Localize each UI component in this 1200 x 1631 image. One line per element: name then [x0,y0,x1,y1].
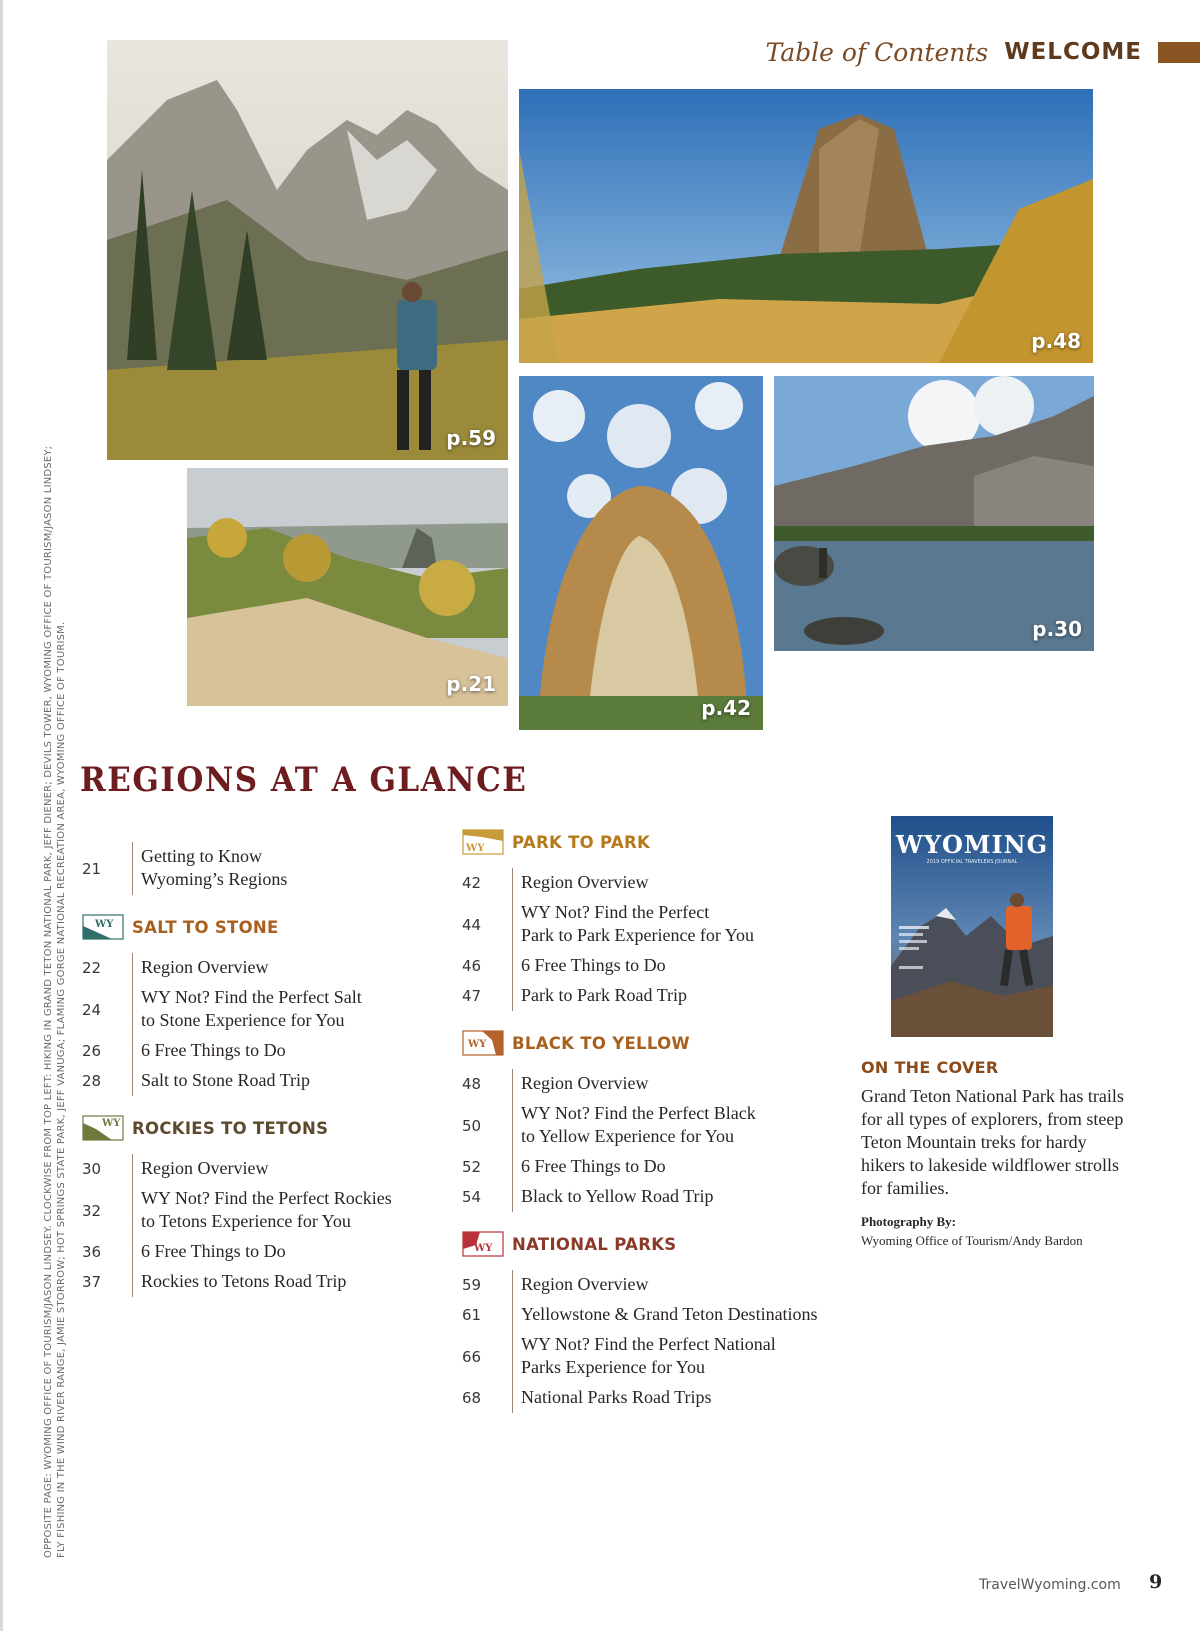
entry-title: Region Overview [512,868,648,898]
toc-entry[interactable] [462,868,852,898]
page-number: 66 [462,1347,482,1366]
toc-entry[interactable] [462,981,852,1011]
badge-text: WY [474,1243,493,1254]
toc-entry[interactable] [462,1383,852,1413]
page-number: 44 [462,915,482,934]
page-number: 22 [82,959,102,977]
toc-entry[interactable] [82,1184,442,1237]
entry-title: Getting to Know Wyoming’s Regions [132,842,287,895]
entry-title: Yellowstone & Grand Teton Destinations [512,1300,818,1330]
photo-credit-vertical [42,358,68,1558]
photo-page-label: p.30 [1032,617,1082,641]
page-number: 48 [462,1075,482,1093]
entry-title: 6 Free Things to Do [512,1152,666,1182]
badge-text: WY [102,1118,121,1129]
page-number: 47 [462,987,482,1005]
on-the-cover-text: Grand Teton National Park has trails for all types of explorers, from steep Teton Mountain treks for hardy hikers to lakeside wildflower strolls for families. [861,1086,1124,1198]
devils-tower-photo [519,89,1093,363]
entry-title: Park to Park Road Trip [512,981,687,1011]
page-number: 36 [82,1243,102,1261]
toc-entry[interactable] [462,951,852,981]
toc-entry[interactable] [82,842,442,895]
regions-title: REGIONS AT A GLANCE [80,760,528,800]
toc-entry[interactable] [462,1330,852,1383]
badge-text: WY [466,843,485,854]
page-number: 28 [82,1072,102,1090]
entry-title: Salt to Stone Road Trip [132,1066,310,1096]
entry-title: Rockies to Tetons Road Trip [132,1267,346,1297]
magazine-cover-image[interactable] [891,816,1053,1037]
wy-state-badge-icon [82,914,124,940]
grand-teton-hiker-photo [107,40,508,460]
page-number: 59 [462,1276,482,1294]
section-label: SALT TO STONE [132,917,279,937]
toc-entry[interactable] [462,1069,852,1099]
page-number: 50 [462,1116,482,1135]
toc-column-left [82,842,442,1297]
section-header-national-parks[interactable] [462,1224,852,1264]
photography-by-label: Photography By: [861,1214,956,1229]
entry-title: WY Not? Find the Perfect Park to Park Experience for You [512,898,754,951]
wy-state-badge-icon [462,1231,504,1257]
page-number: 42 [462,874,482,892]
wy-state-badge-icon [82,1115,124,1141]
section-tab [1158,42,1200,63]
page-number: 68 [462,1389,482,1407]
page-number: 46 [462,957,482,975]
section-header-salt-to-stone[interactable] [82,907,442,947]
magazine-subtitle: 2019 OFFICIAL TRAVELERS JOURNAL [926,859,1018,865]
page-number: 30 [82,1160,102,1178]
toc-entry[interactable] [82,983,442,1036]
entry-title: WY Not? Find the Perfect Salt to Stone Experience for You [132,983,362,1036]
entry-title: WY Not? Find the Perfect National Parks Experience for You [512,1330,776,1383]
hot-springs-terrace-photo [519,376,763,730]
entry-title: Black to Yellow Road Trip [512,1182,714,1212]
toc-column-middle [462,822,852,1413]
credit-line: OPPOSITE PAGE: WYOMING OFFICE OF TOURISM/JASON LINDSEY. CLOCKWISE FROM TOP LEFT: HIKING IN GRAND TETON NATIONAL PARK, JEFF DIENER; DEVILS TOWER, WYOMING OFFICE OF TOURISM/JASON LINDSEY; [43,445,54,1558]
toc-entry[interactable] [82,1154,442,1184]
page-number-footer: 9 [1149,1571,1163,1593]
section-label: PARK TO PARK [512,832,651,852]
photo-page-label: p.59 [446,426,496,450]
page-number: 24 [82,1000,102,1019]
credit-line: FLY FISHING IN THE WIND RIVER RANGE, JAMIE STORROW; HOT SPRINGS STATE PARK, JEFF VANUGA; FLAMING GORGE NATIONAL RECREATION AREA, WYOMING OFFICE OF TOURISM. [56,621,67,1558]
page-header [765,34,1200,70]
toc-entry[interactable] [82,1036,442,1066]
page-number: 21 [82,859,102,878]
entry-title: National Parks Road Trips [512,1383,712,1413]
entry-title: 6 Free Things to Do [132,1036,286,1066]
entry-title: Region Overview [132,953,268,983]
toc-entry[interactable] [82,1267,442,1297]
website-url[interactable]: TravelWyoming.com [979,1577,1121,1593]
section-label: ROCKIES TO TETONS [132,1118,329,1138]
entry-title: Region Overview [512,1069,648,1099]
entry-title: Region Overview [512,1270,648,1300]
toc-entry[interactable] [462,1182,852,1212]
photo-page-label: p.48 [1031,329,1081,353]
page-number: 61 [462,1306,482,1324]
on-the-cover-heading: ON THE COVER [861,1058,999,1077]
section-header-park-to-park[interactable] [462,822,852,862]
section-label: BLACK TO YELLOW [512,1033,690,1053]
section-header-black-to-yellow[interactable] [462,1023,852,1063]
toc-entry[interactable] [462,898,852,951]
toc-entry[interactable] [82,1237,442,1267]
toc-entry[interactable] [462,1300,852,1330]
section-label: NATIONAL PARKS [512,1234,677,1254]
entry-title: WY Not? Find the Perfect Rockies to Tetons Experience for You [132,1184,392,1237]
photography-credit: Wyoming Office of Tourism/Andy Bardon [861,1233,1083,1248]
section-label: WELCOME [1004,39,1142,65]
sand-dunes-photo [187,468,508,706]
wy-state-badge-icon [462,829,504,855]
badge-text: WY [468,1039,487,1050]
photo-page-label: p.42 [701,696,751,720]
page-number: 32 [82,1201,102,1220]
page-number: 54 [462,1188,482,1206]
toc-entry[interactable] [82,1066,442,1096]
wy-state-badge-icon [462,1030,504,1056]
entry-title: 6 Free Things to Do [512,951,666,981]
toc-entry[interactable] [462,1270,852,1300]
page-number: 26 [82,1042,102,1060]
page-number: 52 [462,1158,482,1176]
photo-page-label: p.21 [446,672,496,696]
toc-entry[interactable] [462,1099,852,1152]
badge-text: WY [95,919,114,930]
page-edge-line [0,0,3,1631]
toc-entry[interactable] [462,1152,852,1182]
page-number: 37 [82,1273,102,1291]
magazine-title: WYOMING [895,830,1049,859]
fly-fishing-lake-photo [774,376,1094,651]
section-header-rockies-to-tetons[interactable] [82,1108,442,1148]
toc-label: Table of Contents [765,37,989,67]
toc-entry[interactable] [82,953,442,983]
entry-title: 6 Free Things to Do [132,1237,286,1267]
entry-title: WY Not? Find the Perfect Black to Yellow Experience for You [512,1099,756,1152]
entry-title: Region Overview [132,1154,268,1184]
